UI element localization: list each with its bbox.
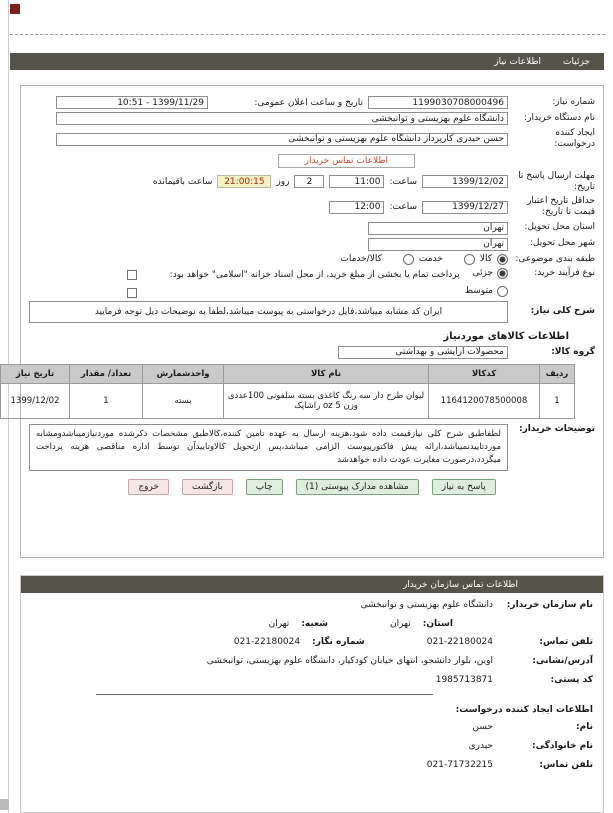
process-radio-medium[interactable] — [497, 286, 508, 297]
need-number-label: شماره نیاز: — [552, 96, 595, 107]
process-radio-minor[interactable] — [497, 268, 508, 279]
creator-phone-label: تلفن تماس: — [539, 759, 593, 770]
process-option-minor-label: جزئی — [472, 268, 493, 279]
city-label: شهر محل تحویل: — [529, 238, 595, 249]
last-name-row — [31, 741, 593, 753]
dashed-divider — [10, 34, 605, 35]
org-name-value: دانشگاه علوم بهزیستی و توانبخشی — [360, 600, 493, 610]
need-number-row — [29, 96, 595, 109]
buyer-contact-link[interactable]: اطلاعات تماس خریدار — [278, 154, 415, 168]
goods-table-header-row — [1, 364, 575, 383]
category-radio-service[interactable] — [464, 254, 475, 265]
deadline-time-label: ساعت: — [389, 176, 417, 187]
contact-province-label: استان: — [422, 618, 453, 629]
action-buttons — [25, 479, 599, 495]
address-value: اوین، بلوار دانشجو، انتهای خیابان کودکیار، دانشگاه علوم بهزیستی، توانبخشی — [206, 656, 493, 667]
scrollbar-corner — [0, 799, 9, 810]
price-validity-label: حداقل تاریخ اعتبار قیمت تا تاریخ: — [527, 196, 595, 218]
exit-button[interactable]: خروج — [128, 479, 169, 495]
buyer-org-value: دانشگاه علوم بهزیستی و توانبخشی — [56, 112, 508, 125]
buyer-org-row — [29, 112, 595, 125]
org-name-label: نام سازمان خریدار: — [506, 600, 593, 610]
contact-fax-label: شماره نگار: — [312, 637, 365, 648]
contact-branch-label: شعبه: — [301, 618, 328, 629]
islamic-treasury-note: پرداخت تمام یا بخشی از مبلغ خرید، از محل اسناد خزانه "اسلامی" خواهد بود: — [169, 269, 460, 280]
print-button[interactable]: چاپ — [246, 479, 283, 495]
cell-item-name: لیوان طرح دار سه رنگ کاغذی بسته سلفونی 100عددی وزن 5 oz راشاپک — [224, 383, 429, 418]
postal-code-label: کد پستی: — [550, 674, 593, 685]
need-details-panel — [10, 85, 604, 558]
contact-branch-value: تهران — [268, 618, 290, 629]
header-quantity: تعداد/ مقدار — [70, 364, 143, 383]
contact-divider — [96, 694, 433, 695]
tab-details[interactable]: جزئیات — [563, 56, 590, 67]
treasury-checkboxes — [127, 268, 137, 298]
cell-row-number: 1 — [540, 383, 575, 418]
first-name-row — [31, 722, 593, 734]
process-type-row — [29, 268, 595, 298]
province-branch-row — [31, 619, 453, 631]
postal-code-value: 1985713871 — [435, 674, 493, 685]
view-attachments-button[interactable]: مشاهده مدارک پیوستی (1) — [296, 479, 419, 495]
back-button[interactable]: بازگشت — [182, 479, 233, 495]
goods-group-label: گروه کالا: — [551, 346, 595, 357]
category-radio-goods-service[interactable] — [403, 254, 414, 265]
header-item-code: کدکالا — [429, 364, 540, 383]
address-row — [31, 656, 593, 668]
province-value: تهران — [368, 222, 508, 235]
treasury-checkbox-2[interactable] — [127, 288, 137, 298]
phone-fax-row — [31, 637, 593, 649]
category-option-goods-label: کالا — [479, 254, 492, 265]
creator-phone-value: 021-71732215 — [426, 759, 493, 770]
cell-need-date: 1399/12/02 — [1, 383, 70, 418]
creator-row — [29, 128, 595, 151]
province-row — [29, 222, 595, 235]
last-name-value: حیدری — [468, 741, 493, 752]
deadline-date-value: 1399/12/02 — [422, 175, 508, 188]
creator-phone-row — [31, 760, 593, 772]
tab-bar — [10, 53, 604, 70]
cell-item-code: 1164120078500008 — [429, 383, 540, 418]
announce-datetime-value: 1399/11/29 - 10:51 — [56, 96, 208, 109]
buyer-notes-label: توضیحات خریدار: — [519, 423, 595, 434]
countdown-label: ساعت باقیمانده — [152, 176, 213, 187]
address-label: آدرس/نشانی: — [532, 656, 593, 667]
last-name-label: نام خانوادگی: — [531, 741, 593, 752]
header-row-number: ردیف — [540, 364, 575, 383]
announce-label: تاریخ و ساعت اعلان عمومی: — [254, 97, 363, 108]
buyer-notes-row — [29, 424, 595, 472]
creator-label: ایجاد کننده درخواست: — [554, 128, 595, 150]
category-row — [29, 254, 595, 265]
need-description-row — [29, 301, 595, 323]
buyer-org-label: نام دستگاه خریدار: — [524, 112, 595, 123]
contact-phone-value: 021-22180024 — [426, 637, 493, 648]
header-unit: واحدشمارش — [143, 364, 224, 383]
price-validity-time-label: ساعت: — [389, 202, 417, 213]
contact-panel-header: اطلاعات تماس سازمان خریدار — [21, 576, 603, 593]
process-option-medium-label: متوسط — [464, 286, 493, 297]
creator-info-header: اطلاعات ایجاد کننده درخواست: — [455, 705, 593, 716]
deadline-days-label: روز — [276, 176, 290, 187]
respond-button[interactable]: پاسخ به نیاز — [432, 479, 496, 495]
header-need-date: تاریخ نیاز — [1, 364, 70, 383]
category-radio-goods[interactable] — [497, 254, 508, 265]
city-row — [29, 238, 595, 251]
contact-phone-label: تلفن تماس: — [539, 637, 593, 648]
first-name-value: حسن — [472, 722, 493, 733]
goods-group-row — [29, 346, 595, 359]
buyer-contact-panel — [20, 575, 604, 813]
contact-province-value: تهران — [389, 618, 411, 629]
need-number-value: 1199030708000496 — [368, 96, 508, 109]
deadline-days-value: 2 — [294, 175, 324, 188]
process-options — [465, 268, 508, 297]
deadline-time-value: 11:00 — [329, 175, 384, 188]
need-description-value: ایران کد مشابه میباشد،فایل درخواستی به پیوست میباشد،لطفا به توضیحات ذیل توجه فرمایید — [29, 301, 508, 323]
creator-value: حسن حیدری کارپرداز دانشگاه علوم بهزیستی و توانبخشی — [56, 133, 508, 146]
price-validity-time-value: 12:00 — [329, 201, 384, 214]
buyer-notes-value: لطفاطبق شرح کلی نیازقیمت داده شود،هزینه ارسال به عهده تامین کننده،کالاطبق مشخصات ذکرشده موردنیازمیباشدومشابه موردتاییدنمیباشد،ارائه پیش فاکتورپیوست الزامی میباشد،پس ازتحویل کالاوتاییدآن توسط اداره مناقصی هزینه پرداخت میگردد،درصورت مغایرت عودت داده خواهدشد — [29, 424, 508, 472]
need-description-label: شرح کلی نیاز: — [530, 306, 595, 317]
category-label: طبقه بندی موضوعی: — [515, 253, 595, 264]
price-validity-date-value: 1399/12/27 — [422, 201, 508, 214]
category-option-goods-service-label: کالا/خدمات — [340, 254, 382, 265]
goods-group-value: محصولات آرایشی و بهداشتی — [338, 346, 508, 359]
cell-quantity: 1 — [70, 383, 143, 418]
countdown-timer: 21:00:15 — [217, 175, 271, 188]
first-name-label: نام: — [576, 722, 593, 733]
deadline-row — [29, 171, 595, 194]
goods-table — [0, 364, 575, 419]
contact-link-row — [29, 154, 595, 168]
table-row — [1, 383, 575, 418]
top-left-red-square — [10, 4, 20, 14]
province-label: استان محل تحویل: — [524, 222, 595, 233]
treasury-checkbox-1[interactable] — [127, 270, 137, 280]
city-value: تهران — [368, 238, 508, 251]
goods-section-title: اطلاعات کالاهای موردنیاز — [443, 330, 569, 342]
tab-need-info[interactable]: اطلاعات نیاز — [494, 56, 542, 67]
price-validity-row — [29, 196, 595, 219]
header-item-name: نام کالا — [224, 364, 429, 383]
category-option-service-label: خدمت — [418, 254, 443, 265]
process-type-label: نوع فرآیند خرید: — [534, 267, 595, 278]
deadline-label: مهلت ارسال پاسخ تا تاریخ: — [518, 170, 595, 192]
contact-fax-value: 021-22180024 — [233, 637, 301, 648]
cell-unit: بسته — [143, 383, 224, 418]
postal-code-row — [31, 675, 593, 687]
org-name-row — [31, 600, 593, 612]
